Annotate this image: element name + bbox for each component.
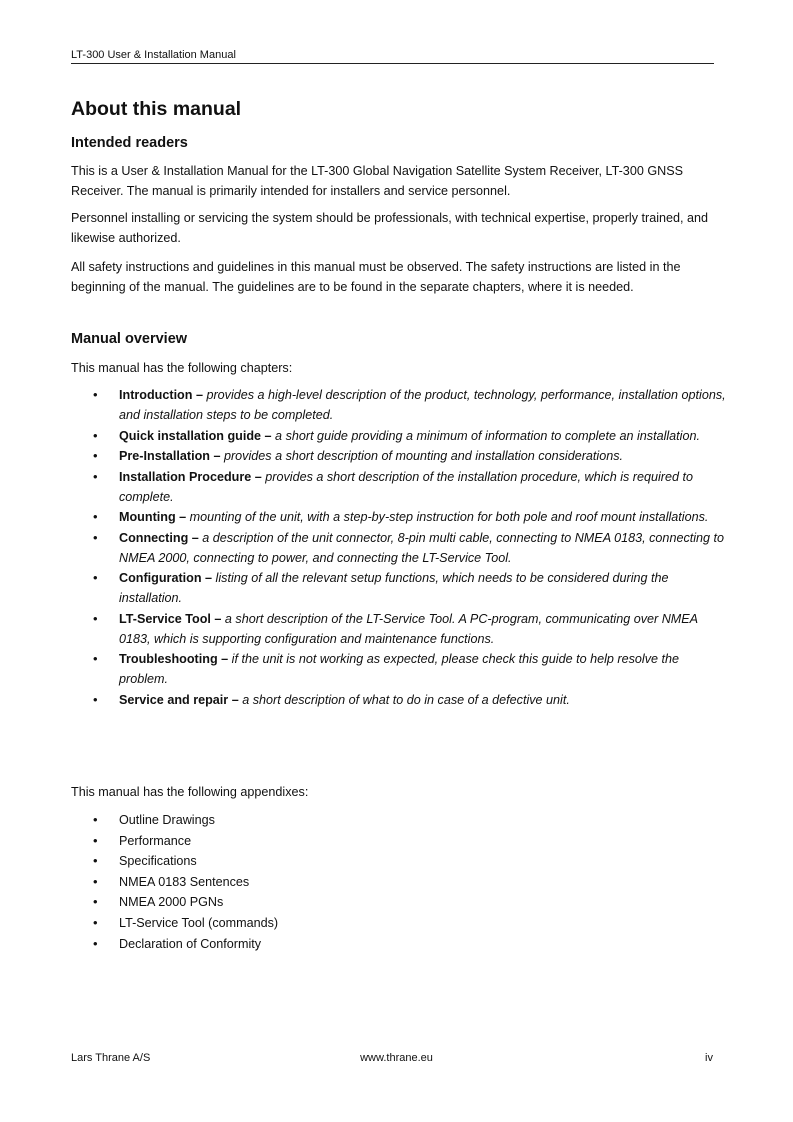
chapter-title: Pre-Installation – xyxy=(119,449,221,463)
footer-company: Lars Thrane A/S xyxy=(71,1052,151,1064)
chapter-title: Introduction – xyxy=(119,388,203,402)
chapter-title: LT-Service Tool – xyxy=(119,611,222,626)
list-item xyxy=(71,934,726,955)
chapter-description: provides a high-level description of the product, technology, performance, installation options, and installation steps to be completed. xyxy=(119,388,726,422)
readers-paragraph-3: All safety instructions and guidelines in this manual must be observed. The safety instructions are listed in the beginning of the manual. The guidelines are to be found in the separate chapters, where it is needed. xyxy=(71,260,681,294)
appendix-title: Declaration of Conformity xyxy=(119,936,262,951)
chapter-title: Troubleshooting – xyxy=(119,652,229,666)
list-item xyxy=(71,426,726,446)
bullet-icon: • xyxy=(93,691,98,707)
bullet-icon: • xyxy=(93,873,98,889)
list-item xyxy=(71,609,726,649)
appendix-title: Performance xyxy=(119,833,192,848)
bullet-icon: • xyxy=(93,914,98,930)
bullet-icon: • xyxy=(93,468,98,484)
chapter-description: provides a short description of mounting and installation considerations. xyxy=(220,449,624,463)
bullet-icon: • xyxy=(93,832,98,848)
bullet-icon: • xyxy=(93,812,98,827)
bullet-icon: • xyxy=(93,387,98,402)
appendix-title: Outline Drawings xyxy=(119,813,215,827)
manual-overview-heading: Manual overview xyxy=(71,331,188,347)
bullet-icon: • xyxy=(93,853,98,869)
chapter-title: Mounting – xyxy=(119,510,187,524)
appendix-title: LT-Service Tool (commands) xyxy=(119,915,279,930)
list-item xyxy=(71,649,726,689)
list-item xyxy=(71,892,726,913)
list-item xyxy=(71,507,726,527)
chapter-description: mounting of the unit, with a step-by-step instruction for both pole and roof mount installations. xyxy=(186,510,709,524)
chapter-description: a short description of what to do in case of a defective unit. xyxy=(238,692,570,707)
chapter-description: listing of all the relevant setup functions, which needs to be considered during the installation. xyxy=(119,571,669,605)
footer-website-link[interactable]: www.thrane.eu xyxy=(360,1052,433,1064)
footer-page-number: iv xyxy=(705,1052,713,1064)
bullet-icon: • xyxy=(93,529,98,545)
bullet-icon: • xyxy=(93,448,98,463)
chapter-description: a description of the unit connector, 8-pin multi cable, connecting to NMEA 0183, connecting to NMEA 2000, connecting to power, and connecting the LT-Service Tool. xyxy=(119,530,725,565)
chapter-title: Connecting – xyxy=(119,530,199,545)
list-item xyxy=(71,913,726,934)
bullet-icon: • xyxy=(93,427,98,443)
appendix-title: NMEA 0183 Sentences xyxy=(119,874,250,889)
list-item xyxy=(71,528,726,568)
list-item xyxy=(71,385,726,425)
bullet-icon: • xyxy=(93,509,98,524)
appendix-title: NMEA 2000 PGNs xyxy=(119,895,224,910)
chapter-title: Quick installation guide – xyxy=(119,428,272,443)
chapter-list xyxy=(71,385,726,710)
running-header: LT-300 User & Installation Manual xyxy=(71,49,714,64)
bullet-icon: • xyxy=(93,894,98,910)
list-item xyxy=(71,690,726,710)
intended-readers-heading: Intended readers xyxy=(71,135,188,151)
list-item xyxy=(71,467,726,507)
page-title: About this manual xyxy=(71,98,242,120)
bullet-icon: • xyxy=(93,610,98,626)
list-item xyxy=(71,446,726,466)
list-item xyxy=(71,851,726,872)
readers-paragraph-1: This is a User & Installation Manual for the LT-300 Global Navigation Satellite System Receiver, LT-300 GNSS Receiver. The manual is primarily intended for installers and service personnel. xyxy=(71,164,684,198)
bullet-icon: • xyxy=(93,570,98,585)
readers-paragraph-2: Personnel installing or servicing the system should be professionals, with technical expertise, properly trained, and likewise authorized. xyxy=(71,211,709,245)
chapter-description: if the unit is not working as expected, please check this guide to help resolve the problem. xyxy=(119,652,679,686)
appendixes-intro: This manual has the following appendixes: xyxy=(71,785,309,799)
bullet-icon: • xyxy=(93,651,98,666)
list-item xyxy=(71,831,726,852)
chapter-description: provides a short description of the installation procedure, which is required to complete. xyxy=(119,469,694,504)
chapters-intro: This manual has the following chapters: xyxy=(71,361,293,375)
chapter-title: Service and repair – xyxy=(119,692,239,707)
appendix-list xyxy=(71,810,726,954)
chapter-title: Installation Procedure – xyxy=(119,469,262,484)
chapter-description: a short description of the LT-Service Tool. A PC-program, communicating over NMEA 0183, which is supporting configuration and maintenance functions. xyxy=(119,611,698,646)
bullet-icon: • xyxy=(93,935,98,951)
chapter-title: Configuration – xyxy=(119,571,213,585)
list-item xyxy=(71,810,726,831)
appendix-title: Specifications xyxy=(119,854,197,869)
list-item xyxy=(71,872,726,893)
chapter-description: a short guide providing a minimum of information to complete an installation. xyxy=(271,428,700,443)
list-item xyxy=(71,568,726,608)
